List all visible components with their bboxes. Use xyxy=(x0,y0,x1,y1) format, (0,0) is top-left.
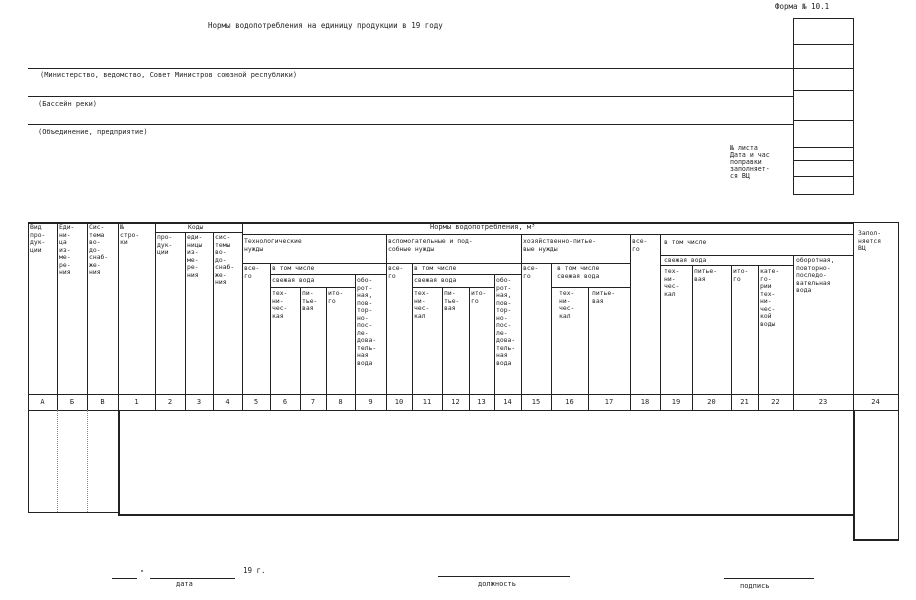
col-line xyxy=(355,274,356,410)
col-number: 19 xyxy=(671,398,681,406)
col-line xyxy=(494,274,495,410)
col-header-norms: Нормы водопотребления, м³ xyxy=(430,224,536,231)
col-line xyxy=(87,222,88,410)
col-number: 2 xyxy=(167,398,173,406)
body-right-border xyxy=(853,410,855,540)
col-line xyxy=(300,287,301,410)
subgroup-line xyxy=(660,265,793,266)
col-line xyxy=(521,234,522,410)
body-col-line xyxy=(87,410,88,512)
col-number: 20 xyxy=(707,398,716,406)
col-line xyxy=(213,232,214,410)
side-box-line xyxy=(793,176,853,177)
col-header-supply-system: Сис- тема во- до- снаб- же- ния xyxy=(89,224,109,276)
col-header-tech-subtotal: ито- го xyxy=(328,290,344,305)
year-label: 19 г. xyxy=(243,566,266,575)
org-ministry-label: (Министерство, ведомство, Совет Министров союзной республики) xyxy=(40,71,298,79)
col-header-tech-potable: пи- тье- вая xyxy=(302,290,318,312)
subgroup-line xyxy=(521,263,630,264)
subgroup-line xyxy=(660,255,853,256)
col-header-total-potable: питье- вая xyxy=(694,268,718,283)
side-box-line xyxy=(793,90,853,91)
col-number: 3 xyxy=(196,398,202,406)
col-number: 8 xyxy=(338,398,343,406)
col-number: А xyxy=(40,398,45,406)
subgroup-line xyxy=(242,263,386,264)
col-line xyxy=(692,265,693,410)
col-header-total-categories: кате- го- рии тех- ни- чес- кой воды xyxy=(760,268,780,328)
org-basin-label: (Бассейн реки) xyxy=(38,100,98,108)
col-header-household-potable: питье- вая xyxy=(592,290,616,305)
col-line xyxy=(758,265,759,410)
col-header-household-incl-fresh: в том числе свежая вода xyxy=(557,265,600,280)
col-line xyxy=(326,287,327,410)
col-header-aux-potable: пи- тье- вая xyxy=(444,290,460,312)
col-number: 12 xyxy=(451,398,460,406)
col-number: 7 xyxy=(310,398,316,406)
col-header-tech-recycled: обо- рот- ная, пов- тор- но- пос- ле- дова- тель- ная вода xyxy=(357,277,377,367)
col-number: Б xyxy=(69,398,75,406)
signature-line xyxy=(724,578,814,579)
table-bottom-left xyxy=(28,512,118,513)
col-header-code-unit: еди- ницы из- ме- ре- ния xyxy=(187,234,203,279)
col-line xyxy=(57,222,58,410)
date-label: дата xyxy=(176,580,193,588)
col-line xyxy=(793,255,794,410)
position-line xyxy=(438,576,570,577)
col-number: 14 xyxy=(503,398,512,406)
org-line xyxy=(28,96,793,97)
col-header-tech-incl: в том числе xyxy=(272,265,315,272)
col-line xyxy=(270,263,271,410)
col-number: 6 xyxy=(282,398,288,406)
col-number: 23 xyxy=(818,398,828,406)
date-quote-mark: " xyxy=(140,569,145,577)
col-number: 11 xyxy=(422,398,432,406)
col-header-aux-needs: вспомогательные и под- собные нужды xyxy=(388,238,473,253)
side-box-line xyxy=(793,160,853,161)
col-header-unit: Еди- ни- ца из- ме- ре- ния xyxy=(59,224,75,276)
col-header-code-system: сис- темы во- до- снаб- же- ния xyxy=(215,234,235,286)
subgroup-line xyxy=(270,287,355,288)
col-header-total-recycled: оборотная, повторно- последо- вательная вода xyxy=(796,257,835,294)
side-box-line xyxy=(793,120,853,121)
subgroup-line xyxy=(412,274,521,275)
col-header-aux-subtotal: ито- го xyxy=(471,290,487,305)
col-line xyxy=(442,287,443,410)
col-line xyxy=(155,222,156,410)
side-box-line xyxy=(793,147,853,148)
col-header-total-technical: тех- ни- чес- кал xyxy=(664,268,680,298)
col-line xyxy=(118,222,119,410)
subgroup-line xyxy=(386,263,521,264)
col-number: 17 xyxy=(604,398,614,406)
subgroup-line xyxy=(412,287,494,288)
col-header-aux-incl: в том числе xyxy=(414,265,457,272)
norms-underline xyxy=(242,234,853,235)
signature-label: подпись xyxy=(740,582,770,590)
org-enterprise-label: (Объединение, предприятие) xyxy=(38,128,148,136)
table-bottom-border xyxy=(118,514,853,516)
col-header-tech-needs: Технологические нужды xyxy=(244,238,302,253)
col-header-aux-fresh: свежая вода xyxy=(414,277,457,284)
subgroup-line xyxy=(551,287,630,288)
body-right-bottom xyxy=(853,539,899,541)
col-number: В xyxy=(100,398,105,406)
col-number: 18 xyxy=(640,398,650,406)
col-number: 9 xyxy=(368,398,373,406)
col-header-row-number: № стро- ки xyxy=(120,224,140,246)
number-row-bottom-line xyxy=(28,410,899,411)
col-line xyxy=(588,287,589,410)
col-header-code-product: про- дук- ции xyxy=(157,234,173,256)
col-line-left xyxy=(28,222,29,512)
date-month-line xyxy=(150,578,235,579)
col-header-household-needs: хозяйственно-питье- вые нужды xyxy=(523,238,597,253)
col-header-tech-total: все- го xyxy=(244,265,260,280)
col-line xyxy=(630,234,631,410)
col-line xyxy=(185,232,186,410)
org-line xyxy=(28,124,793,125)
col-number: 15 xyxy=(531,398,541,406)
org-line xyxy=(28,68,793,69)
col-header-tech-fresh: свежая вода xyxy=(272,277,315,284)
col-header-tech-technical: тех- ни- чес- кая xyxy=(272,290,288,320)
col-number: 10 xyxy=(394,398,404,406)
col-line xyxy=(853,222,854,410)
position-label: должность xyxy=(478,580,516,588)
body-col-line xyxy=(57,410,58,512)
col-line xyxy=(731,265,732,410)
col-header-household-total: все- го xyxy=(523,265,539,280)
col-header-aux-technical: тех- ни- чес- кал xyxy=(414,290,430,320)
side-box-line xyxy=(793,44,853,45)
col-header-aux-total: все- го xyxy=(388,265,404,280)
col-number: 4 xyxy=(225,398,230,406)
col-line xyxy=(469,287,470,410)
col-header-total-subtotal: ито- го xyxy=(733,268,749,283)
col-header-filled-by-vc: Запол- няется ВЦ xyxy=(858,230,882,252)
col-header-grand-total: все- го xyxy=(632,238,648,253)
body-left-border xyxy=(118,410,120,515)
side-box-right-border xyxy=(853,18,854,195)
col-line xyxy=(551,263,552,410)
col-line xyxy=(386,234,387,410)
col-number: 13 xyxy=(477,398,486,406)
col-header-household-technical: тех- ни- чес- кал xyxy=(559,290,575,320)
col-number: 22 xyxy=(771,398,780,406)
col-number: 24 xyxy=(871,398,880,406)
side-box-line xyxy=(793,194,853,195)
header-bottom-line xyxy=(28,394,899,395)
side-box-line xyxy=(793,68,853,69)
col-line xyxy=(412,263,413,410)
table-top-border-right xyxy=(853,222,899,223)
kody-underline xyxy=(155,232,242,233)
side-box-line xyxy=(793,18,853,19)
table-right-border xyxy=(898,222,899,540)
col-number: 21 xyxy=(740,398,749,406)
side-note: № листа Дата и час поправки заполняет- ся ВЦ xyxy=(730,145,770,180)
col-number: 5 xyxy=(253,398,259,406)
col-line xyxy=(242,222,243,410)
date-day-line xyxy=(112,578,137,579)
page-title: Нормы водопотребления на единицу продукции в 19 году xyxy=(208,21,443,30)
col-header-total-fresh: свежая вода xyxy=(664,257,707,264)
col-header-product-type: Вид про- дук- ции xyxy=(30,224,46,254)
col-number: 1 xyxy=(134,398,139,406)
form-number: Форма № 10.1 xyxy=(775,2,830,11)
col-line xyxy=(660,234,661,410)
col-number: 16 xyxy=(565,398,574,406)
col-header-aux-recycled: обо- рот- ная, пов- тор- но- пос- ле- дова- тель- ная вода xyxy=(496,277,516,367)
col-header-codes: Коды xyxy=(188,224,204,231)
col-header-total-incl: в том числе xyxy=(664,239,707,246)
subgroup-line xyxy=(270,274,386,275)
